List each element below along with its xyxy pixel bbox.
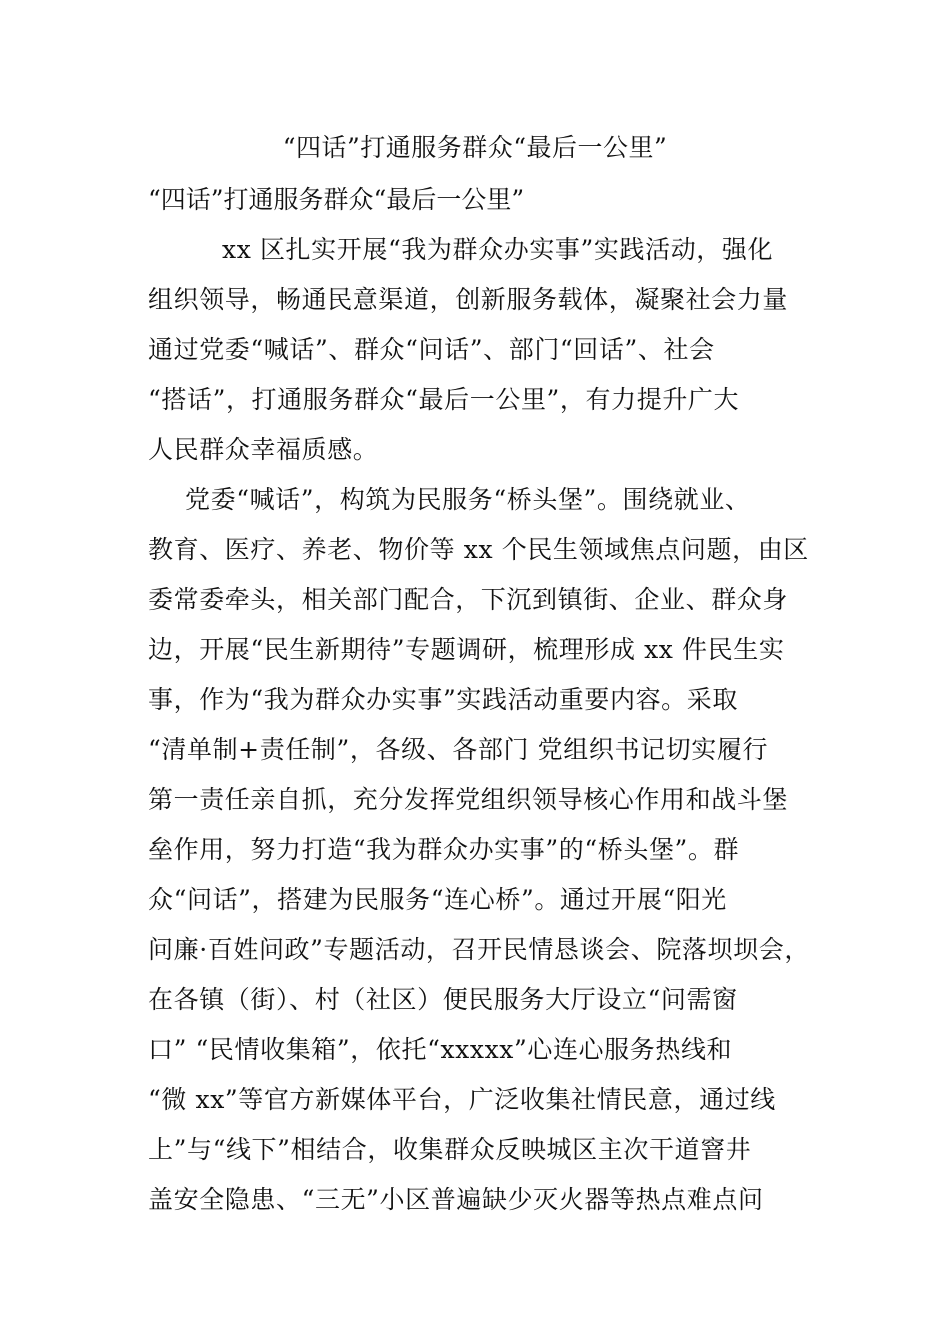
document-title: “四话”打通服务群众“最后一公里” — [282, 133, 668, 162]
paragraph-line: 第一责任亲自抓，充分发挥党组织领导核心作用和战斗堡 — [148, 785, 789, 814]
paragraph-line: 组织领导，畅通民意渠道，创新服务载体，凝聚社会力量 — [148, 285, 789, 314]
paragraph-line: “清单制+责任制”，各级、各部门 党组织书记切实履行 — [148, 735, 769, 764]
paragraph-line: 党委“喊话”，构筑为民服务“桥头堡”。围绕就业、 — [185, 485, 751, 514]
paragraph-line: 盖安全隐患、“三无”小区普遍缺少灭火器等热点难点问 — [148, 1185, 764, 1214]
paragraph-line: 口” “民情收集箱”，依托“xxxxx”心连心服务热线和 — [148, 1035, 733, 1064]
document-subtitle: “四话”打通服务群众“最后一公里” — [148, 185, 525, 214]
paragraph-line: 教育、医疗、养老、物价等 xx 个民生领域焦点问题，由区 — [148, 535, 809, 564]
paragraph-line: 委常委牵头，相关部门配合，下沉到镇街、企业、群众身 — [148, 585, 789, 614]
paragraph-line: “微 xx”等官方新媒体平台，广泛收集社情民意，通过线 — [148, 1085, 776, 1114]
paragraph-line: xx 区扎实开展“我为群众办实事”实践活动，强化 — [222, 235, 774, 264]
paragraph-line: 垒作用，努力打造“我为群众办实事”的“桥头堡”。群 — [148, 835, 740, 864]
paragraph-line: 众“问话”，搭建为民服务“连心桥”。通过开展“阳光 — [148, 885, 727, 914]
paragraph-line: “搭话”，打通服务群众“最后一公里”，有力提升广大 — [148, 385, 740, 414]
paragraph-line: 人民群众幸福质感。 — [148, 435, 379, 464]
paragraph-line: 通过党委“喊话”、群众“问话”、部门“回话”、社会 — [148, 335, 715, 364]
paragraph-line: 上”与“线下”相结合，收集群众反映城区主次干道窨井 — [148, 1135, 752, 1164]
paragraph-line: 问廉·百姓问政”专题活动，召开民情恳谈会、院落坝坝会， — [148, 935, 810, 964]
paragraph-line: 边，开展“民生新期待”专题调研，梳理形成 xx 件民生实 — [148, 635, 785, 664]
paragraph-line: 在各镇（街）、村（社区）便民服务大厅设立“问需窗 — [148, 985, 738, 1014]
paragraph-line: 事，作为“我为群众办实事”实践活动重要内容。采取 — [148, 685, 738, 714]
